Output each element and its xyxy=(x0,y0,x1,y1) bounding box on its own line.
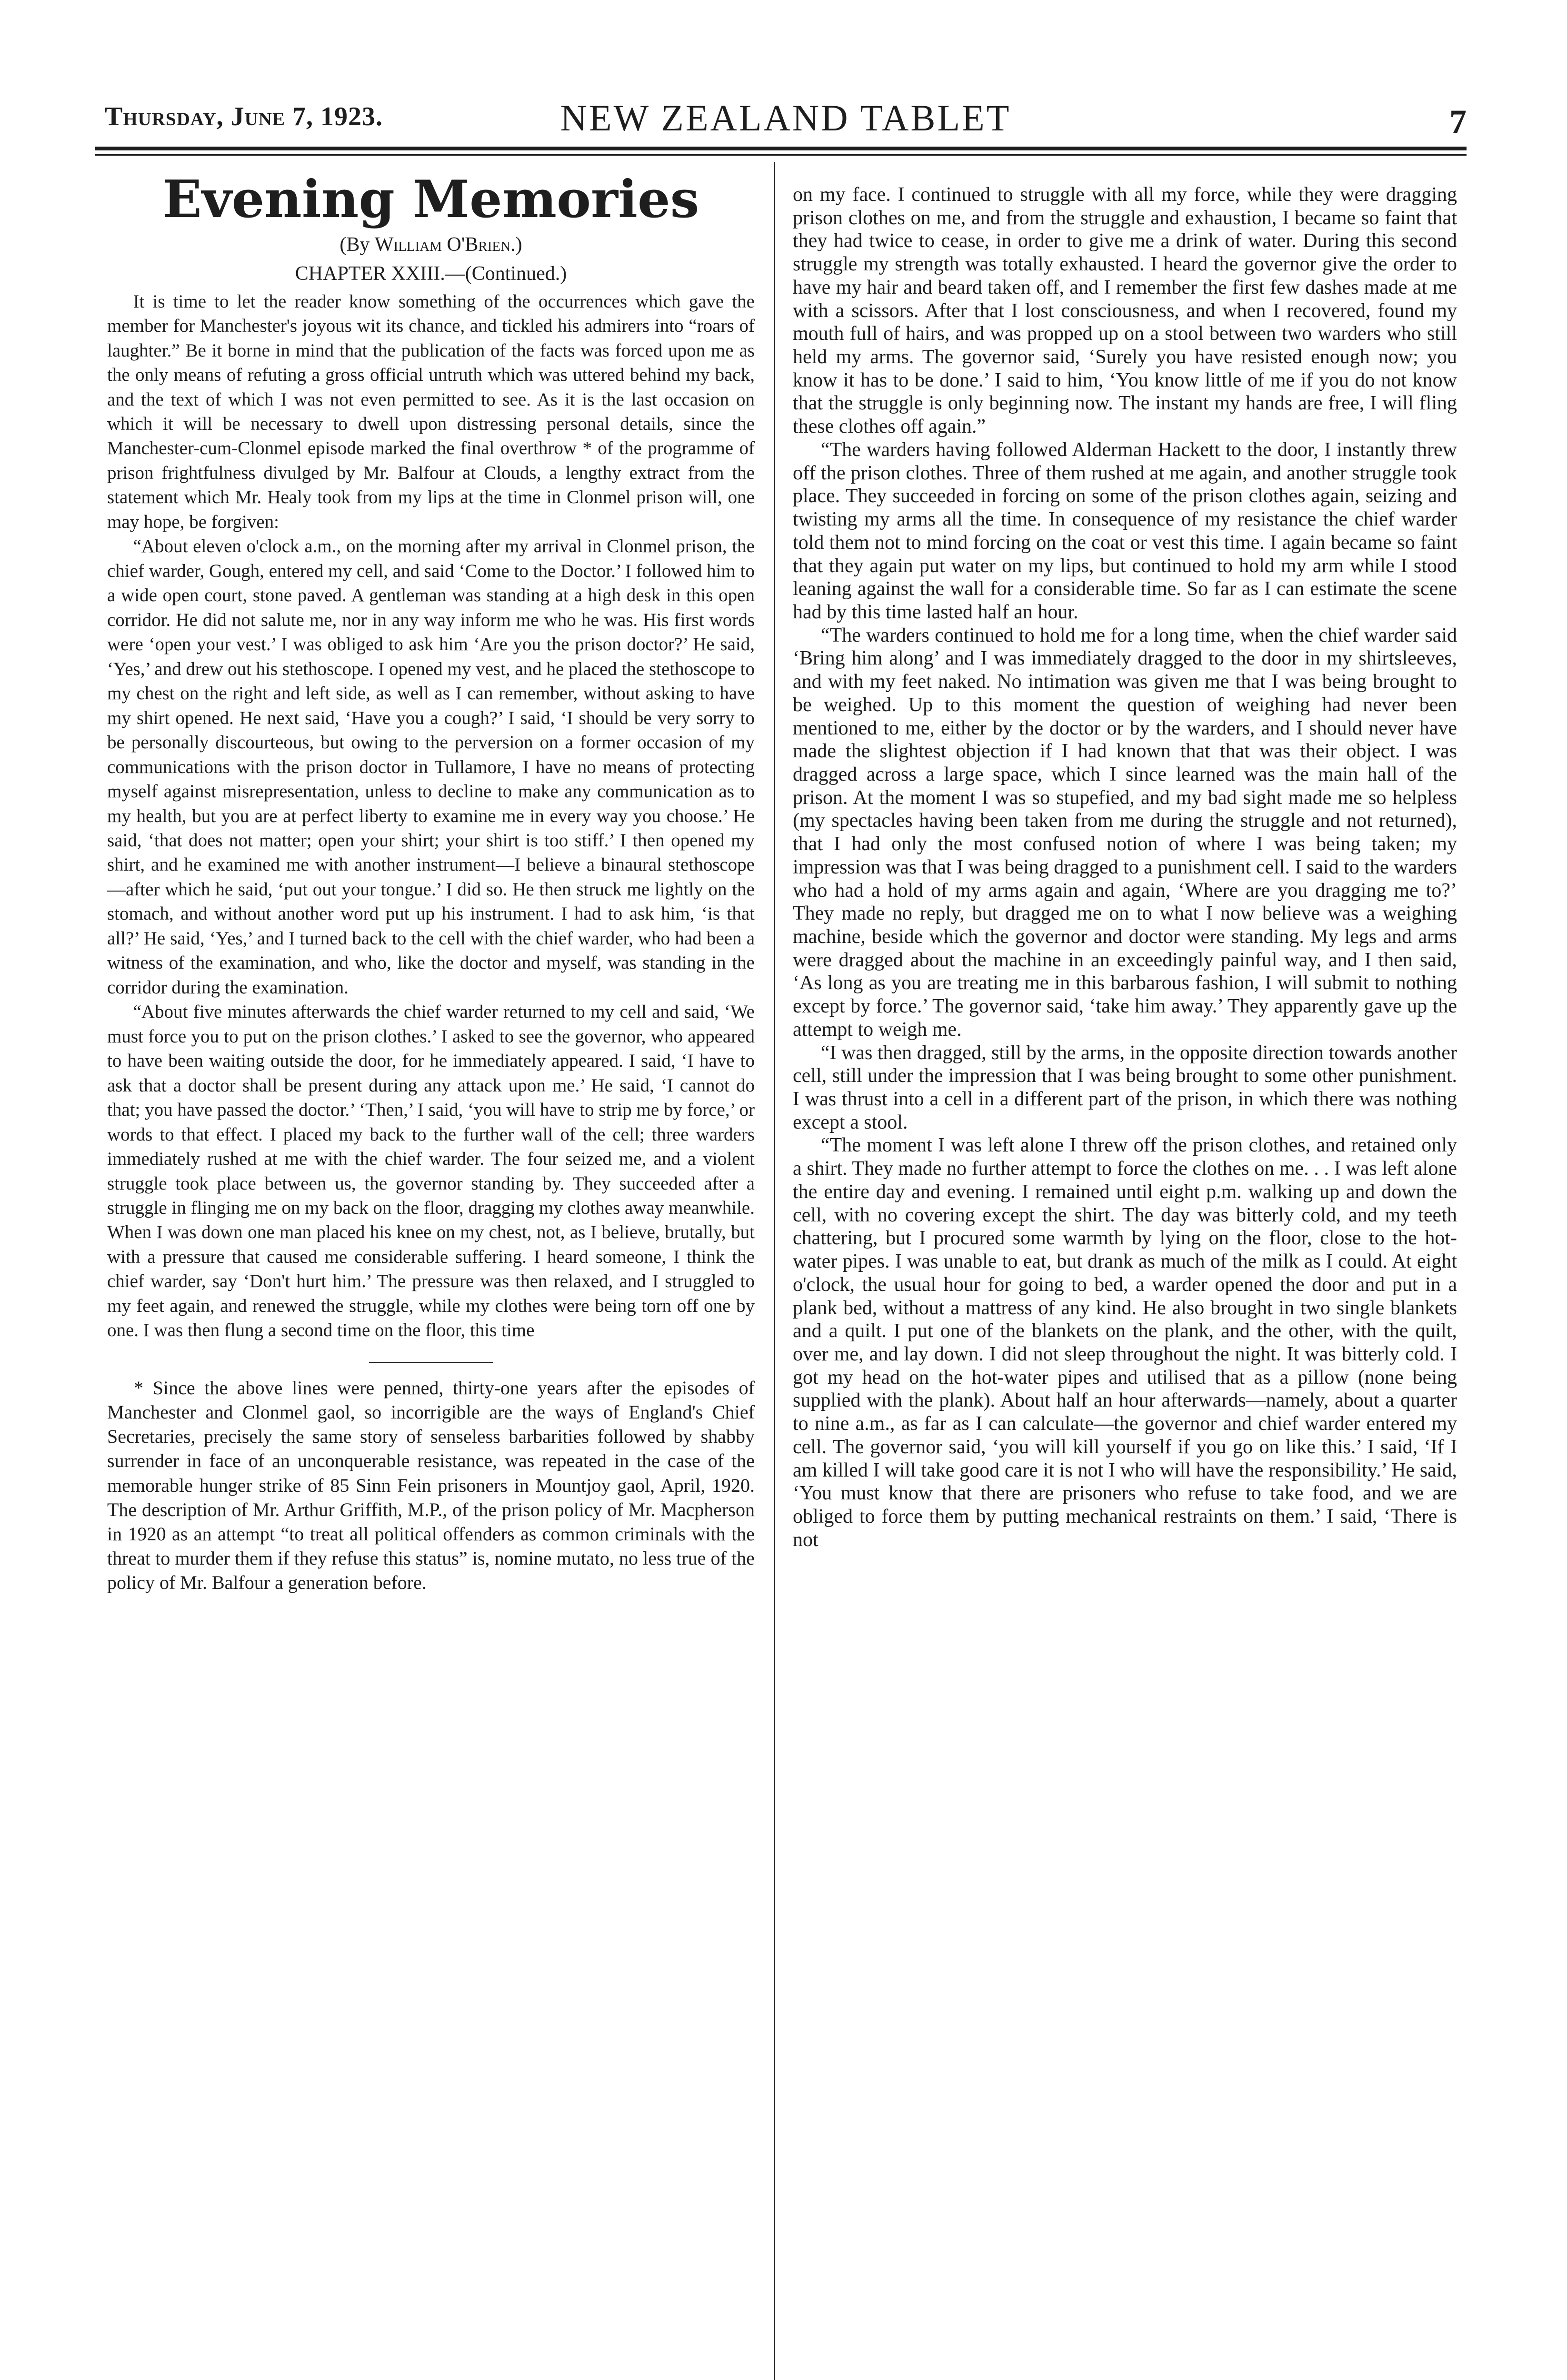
masthead xyxy=(105,93,1467,145)
issue-date: Thursday, June 7, 1923. xyxy=(105,102,383,131)
byline-prefix: (By xyxy=(339,233,370,256)
right-paragraph: “The warders continued to hold me for a long time, when the chief warder said ‘Bring him along’ and I was immediately dragged to the door in my shirtsleeves, and with my feet naked. No intimation was given me that I was being brought to be weighed. Up to this moment the question of weighing had never been mentioned to me, either by the doctor or by the warders, and I should never have made the slightest objection if I had known that that was their object. I was dragged across a large space, which I since learned was the main hall of the prison. At the moment I was so stupefied, and my bad sight made me so helpless (my spectacles having been taken from me during the struggle and not returned), that I had only the most confused notion of where I was being taken; my impression was that I was being dragged to a punishment cell. I said to the warders who had a hold of my arms again and again, ‘Where are you dragging me to?’ They made no reply, but dragged me on to what I now believe was a weighing machine, beside which the governor and doctor were standing. My legs and arms were dragged about the machine in an exceedingly painful way, and I then said, ‘As long as you are treating me in this barbarous fashion, I will submit to nothing except by force.’ The governor said, ‘take him away.’ They apparently gave up the attempt to weigh me. xyxy=(793,624,1457,1041)
left-paragraph: “About five minutes afterwards the chief warder returned to my cell and said, ‘We must force you to put on the prison clothes.’ I asked to see the governor, who appeared to have been waiting outside the door, for he immediately appeared. I said, ‘I have to ask that a doctor shall be present during any attack upon me.’ He said, ‘I cannot do that; you have passed the doctor.’ ‘Then,’ I said, ‘you will have to strip me by force,’ or words to that effect. I placed my back to the further wall of the cell; three warders immediately rushed at me with the chief warder. The four seized me, and a violent struggle took place between us, the governor standing by. They succeeded after a struggle in flinging me on my back on the floor, dragging my clothes away meanwhile. When I was down one man placed his knee on my chest, not, as I believe, brutally, but with a pressure that caused me considerable suffering. I heard someone, I think the chief warder, say ‘Don't hurt him.’ The pressure was then relaxed, and I struggled to my feet again, and renewed the struggle, while my clothes were being torn off one by one. I was then flung a second time on the floor, this time xyxy=(107,1002,755,1341)
newspaper-title: NEW ZEALAND TABLET xyxy=(560,97,1011,139)
right-paragraph: on my face. I continued to struggle with all my force, while they were dragging prison clothes on me, and from the struggle and exhaustion, I became so faint that they had twice to cease, in order to give me a drink of water. During this second struggle my strength was totally exhausted. I heard the governor give the order to have my hair and beard taken off, and I remember the first few dashes made at me with a scissors. After that I lost consciousness, and when I recovered, found my mouth full of hairs, and was propped up on a stool between two warders who still held my arms. The governor said, ‘Surely you have resisted enough now; you know it has to be done.’ I said to him, ‘You know little of me if you do not know that the struggle is only beginning now. The instant my hands are free, I will fling these clothes off again.” xyxy=(793,184,1457,438)
chapter-heading: CHAPTER XXIII.—(Continued.) xyxy=(295,263,567,285)
masthead-rule-thick xyxy=(95,147,1467,150)
article-right-column xyxy=(793,183,1457,1551)
left-paragraph: “About eleven o'clock a.m., on the morning after my arrival in Clonmel prison, the chief warder, Gough, entered my cell, and said ‘Come to the Doctor.’ I followed him to a wide open court, stone paved. A gentleman was standing at a high desk in this open corridor. He did not salute me, nor in any way inform me who he was. His first words were ‘open your vest.’ I was obliged to ask him ‘Are you the prison doctor?’ He said, ‘Yes,’ and drew out his stethoscope. I opened my vest, and he placed the stethoscope to my chest on the right and left side, as well as I can remember, without asking to have my shirt opened. He next said, ‘Have you a cough?’ I said, ‘I should be very sorry to be personally discourteous, but owing to the perversion on a former occasion of my communications with the prison doctor in Tullamore, I have no means of protecting myself against misrepresentation, unless to decline to make any communication as to my health, but you are at perfect liberty to examine me in every way you choose.’ He said, ‘that does not matter; open your shirt; your shirt is too stiff.’ I then opened my shirt, and he examined me with another instrument—I believe a binaural stethoscope—after which he said, ‘put out your tongue.’ I did so. He then struck me lightly on the stomach, and without another word put up his instrument. I had to ask him, ‘is that all?’ He said, ‘Yes,’ and I turned back to the cell with the chief warder, who had been a witness of the examination, and who, like the doctor and myself, was standing in the corridor during the examination. xyxy=(107,536,755,998)
right-paragraph: “I was then dragged, still by the arms, in the opposite direction towards another cell, still under the impression that I was being brought to some other punishment. I was thrust into a cell in a different part of the prison, in which there was nothing except a stool. xyxy=(793,1041,1457,1133)
article-left-column xyxy=(107,171,755,1595)
left-paragraph: It is time to let the reader know something of the occurrences which gave the member for Manchester's joyous wit its chance, and tickled his admirers into “roars of laughter.” Be it borne in mind that the publication of the facts was forced upon me as the only means of refuting a gross official untruth which was uttered behind my back, and the text of which I was not even permitted to see. As it is the last occasion on which it will be necessary to dwell upon distressing personal details, since the Manchester-cum-Clonmel episode marked the final overthrow * of the programme of prison frightfulness divulged by Mr. Balfour at Clouds, a lengthy extract from the statement which Mr. Healy took from my lips at the time in Clonmel prison will, one may hope, be forgiven: xyxy=(107,291,755,532)
masthead-rule-thin xyxy=(95,154,1467,156)
right-paragraph: “The warders having followed Alderman Hackett to the door, I instantly threw off the prison clothes. Three of them rushed at me again, and another struggle took place. They succeeded in forcing on some of the prison clothes again, seizing and twisting my arms all the time. In consequence of my resistance the chief warder told them not to mind forcing on the coat or vest this time. I again became so faint that they again put water on my lips, but continued to hold my arm while I stood leaning against the wall for a considerable time. So far as I can estimate the scene had by this time lasted half an hour. xyxy=(793,438,1457,623)
byline-author: William O'Brien.) xyxy=(374,233,522,256)
footnote-separator xyxy=(369,1362,493,1363)
right-paragraph: “The moment I was left alone I threw off the prison clothes, and retained only a shirt. They made no further attempt to force the clothes on me. . . I was left alone the entire day and evening. I remained until eight p.m. walking up and down the cell, with no covering except the shirt. The day was bitterly cold, and my teeth chattering, but I procured some warmth by lying on the floor, close to the hot-water pipes. I was unable to eat, but drank as much of the milk as I could. At eight o'clock, the usual hour for going to bed, a warder opened the door and put in a plank bed, without a mattress of any kind. He also brought in two single blankets and a quilt. I put one of the blankets on the plank, and the other, with the quilt, over me, and lay down. I did not sleep throughout the night. It was bitterly cold. I got my head on the hot-water pipes and utilised that as a pillow (none being supplied with the plank). About half an hour afterwards—namely, about a quarter to nine a.m., as far as I can calculate—the governor and chief warder entered my cell. The governor said, ‘you will kill yourself if you go on like this.’ I said, ‘If I am killed I will take good care it is not I who will have the responsibility.’ He said, ‘You must know that there are prisoners who refuse to take food, and we are obliged to force them by putting mechanical restraints on them.’ I said, ‘There is not xyxy=(793,1134,1457,1551)
footnote: * Since the above lines were penned, thirty-one years after the episodes of Manchester and Clonmel gaol, so incorrigible are the ways of England's Chief Secretaries, precisely the same story of senseless barbarities followed by shabby surrender in face of an unconquerable resistance, was repeated in the case of the memorable hunger strike of 85 Sinn Fein prisoners in Mountjoy gaol, April, 1920. The description of Mr. Arthur Griffith, M.P., of the prison policy of Mr. Macpherson in 1920 as an attempt “to treat all political offenders as common criminals with the threat to murder them if they refuse this status” is, nomine mutato, no less true of the policy of Mr. Balfour a generation before. xyxy=(107,1377,755,1594)
page-number: 7 xyxy=(1449,103,1467,141)
article-title: Evening Memories xyxy=(162,169,699,229)
column-divider xyxy=(774,162,775,2380)
article-byline xyxy=(107,232,755,258)
